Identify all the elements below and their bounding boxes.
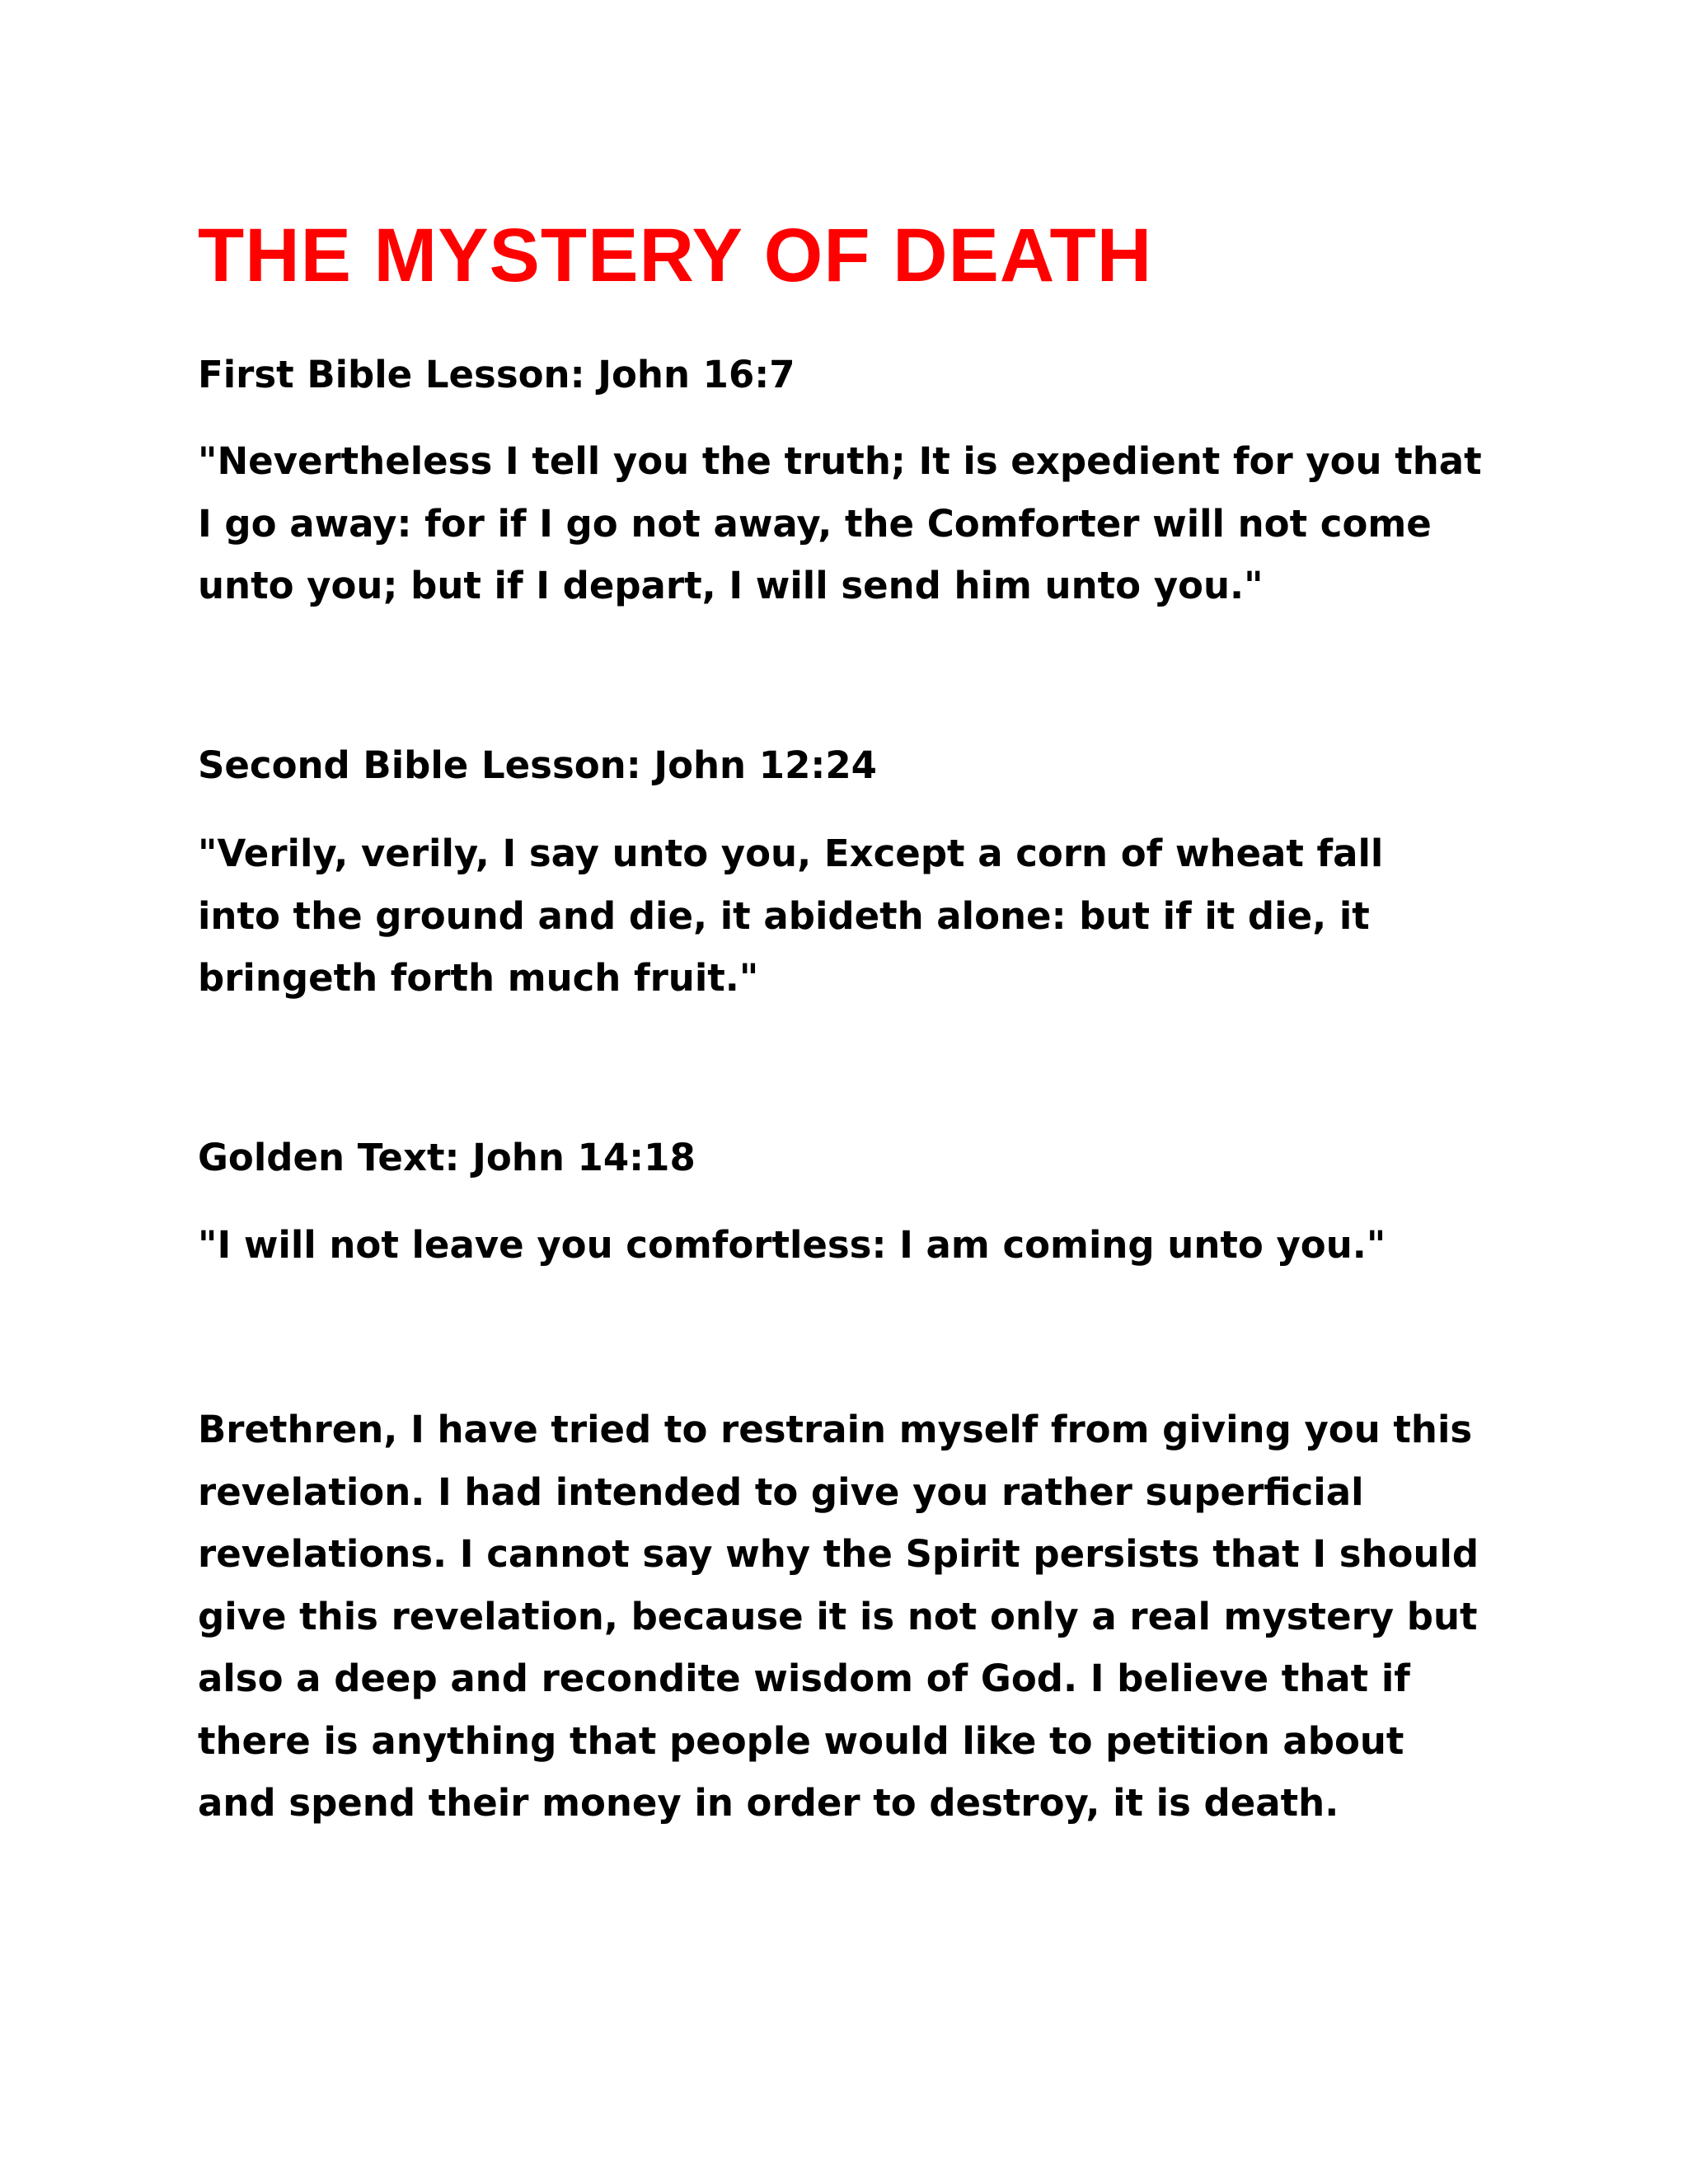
- body-line: revelations. I cannot say why the Spirit persists that I should: [198, 1532, 1479, 1576]
- body-line: there is anything that people would like to petition about: [198, 1718, 1404, 1763]
- second-lesson-quote: [198, 823, 1517, 1010]
- body-line: Brethren, I have tried to restrain myself from giving you this: [198, 1408, 1473, 1451]
- quote-line: "Verily, verily, I say unto you, Except a corn of wheat fall: [198, 832, 1384, 875]
- page-title: THE MYSTERY OF DEATH: [198, 213, 1153, 298]
- quote-line: into the ground and die, it abideth alone: but if it die, it: [198, 893, 1370, 938]
- golden-text-quote: [198, 1214, 1517, 1277]
- golden-text-heading: Golden Text: John 14:18: [198, 1136, 696, 1179]
- quote-line: I go away: for if I go not away, the Comforter will not come: [198, 501, 1432, 546]
- body-line: revelation. I had intended to give you rather superficial: [198, 1469, 1364, 1514]
- quote-line: "Nevertheless I tell you the truth; It is expedient for you that: [198, 439, 1482, 483]
- first-lesson-heading: First Bible Lesson: John 16:7: [198, 353, 795, 396]
- quote-line: "I will not leave you comfortless: I am coming unto you.": [198, 1223, 1386, 1267]
- quote-line: unto you; but if I depart, I will send him unto you.": [198, 564, 1264, 607]
- second-lesson-heading: Second Bible Lesson: John 12:24: [198, 743, 877, 787]
- body-line: also a deep and recondite wisdom of God. I believe that if: [198, 1657, 1410, 1700]
- body-line: give this revelation, because it is not only a real mystery but: [198, 1594, 1478, 1638]
- quote-line: bringeth forth much fruit.": [198, 956, 759, 1000]
- first-lesson-quote: [198, 430, 1517, 617]
- body-line: and spend their money in order to destroy, it is death.: [198, 1781, 1339, 1825]
- body-paragraph: [198, 1399, 1517, 1835]
